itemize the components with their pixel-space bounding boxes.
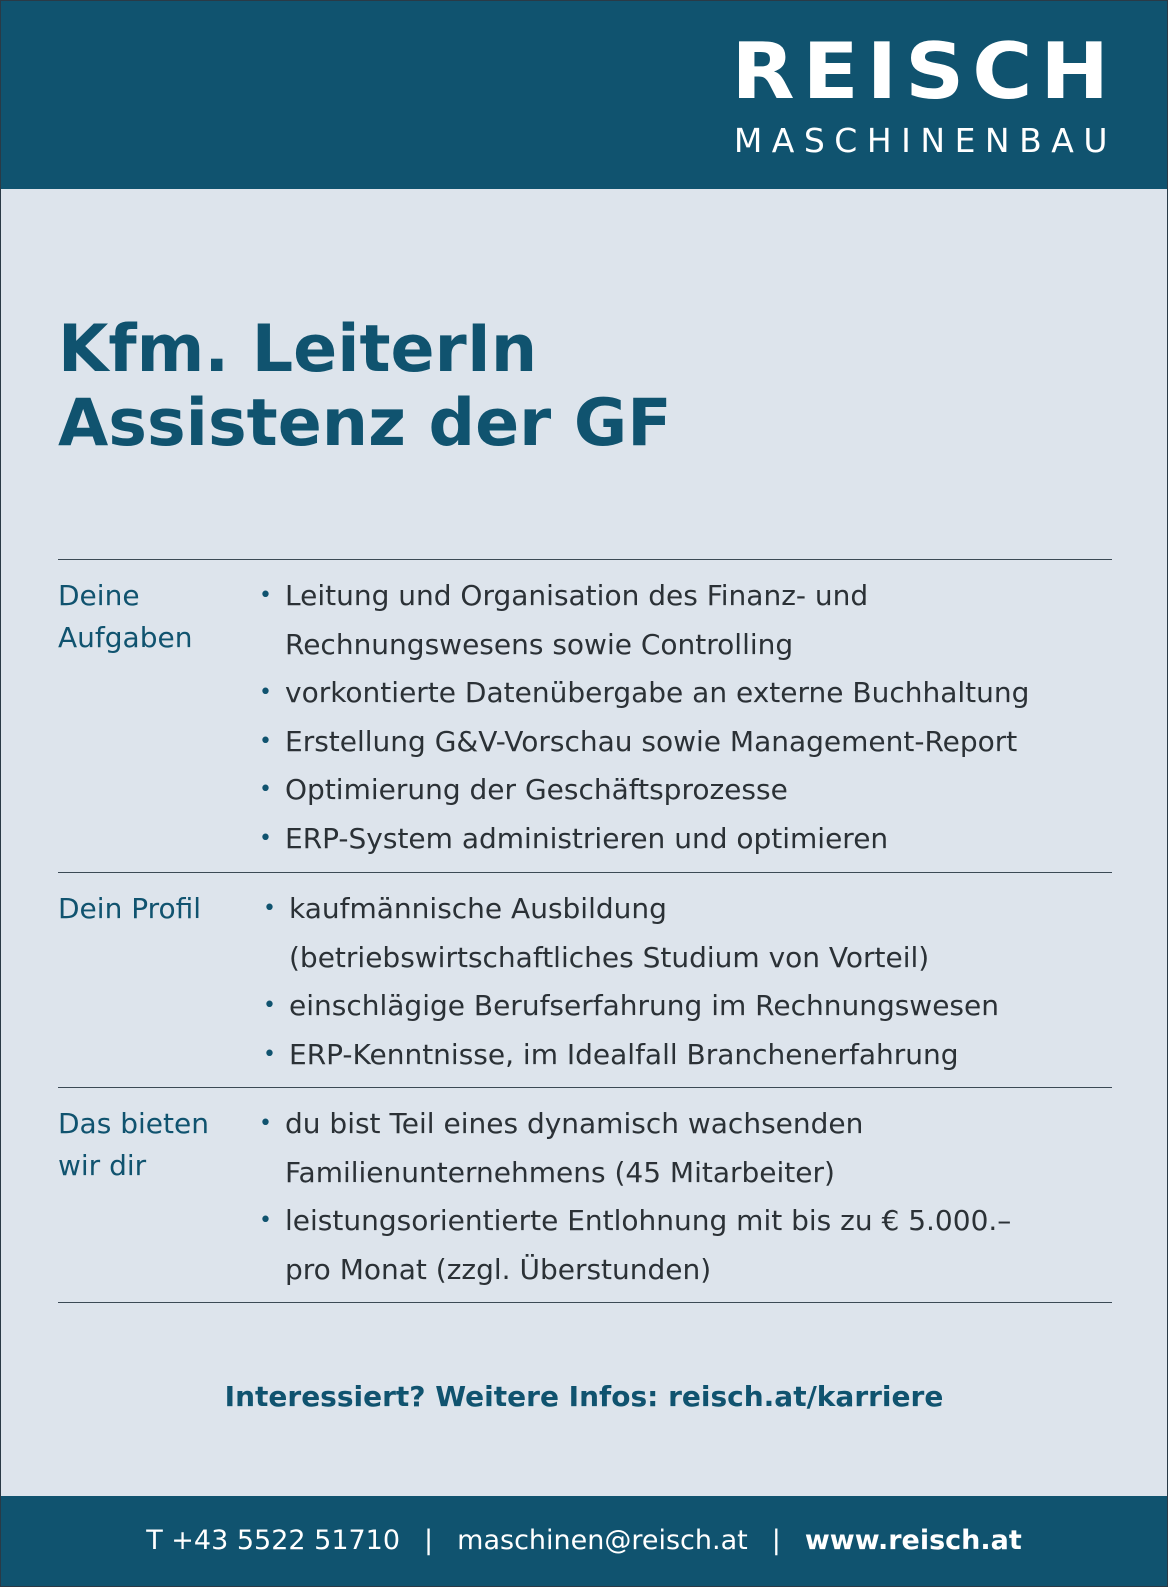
list-item-text: • Optimierung der Geschäftsprozesse [285,773,788,806]
list-item [259,1100,1011,1197]
logo-wordmark: REISCH [731,26,1117,117]
divider-top [58,559,1112,560]
list-item-text: • einschlägige Berufserfahrung im Rechnungswesen [289,989,999,1022]
list-item-text: • leistungsorientierte Entlohnung mit bis zu € 5.000.– [285,1204,1012,1237]
list-item-text: • Erstellung G&V-Vorschau sowie Management-Report [285,724,1018,758]
list-item-text: • ERP-Kenntnisse, im Idealfall Branchenerfahrung [289,1037,959,1071]
list-aufgaben [259,572,1029,863]
section-label-line: Dein Profil [58,892,202,925]
section-label-line: wir dir [58,1149,147,1182]
list-item-text: (betriebswirtschaftliches Studium von Vorteil) [289,940,930,974]
list-item [263,885,999,982]
divider-bottom [58,1302,1112,1303]
divider [58,1087,1112,1088]
list-item [259,766,1029,815]
list-item [259,572,1029,669]
section-label-line: Das bieten [58,1107,209,1140]
list-item [259,718,1029,767]
section-label-line: Aufgaben [58,621,193,654]
job-title-line-1: Kfm. LeiterIn [58,312,538,387]
section-label-bieten [58,1103,209,1187]
list-item-text: Rechnungswesens sowie Controlling [285,627,794,661]
section-label-profil [58,888,201,930]
header-banner [1,1,1167,189]
footer-phone[interactable]: T +43 5522 51710 [146,1525,401,1556]
list-item [263,1031,999,1080]
list-item-text: • vorkontierte Datenübergabe an externe Buchhaltung [285,676,1030,709]
list-item [259,669,1029,718]
footer-separator: | [771,1525,781,1556]
job-title-line-2: Assistenz der GF [58,386,672,461]
list-item-text: Familienunternehmens (45 Mitarbeiter) [285,1155,835,1189]
list-item-text: • Leitung und Organisation des Finanz- und [285,579,869,612]
footer-email[interactable]: maschinen@reisch.at [457,1525,748,1556]
footer-website[interactable]: www.reisch.at [804,1525,1022,1556]
list-item [259,815,1029,864]
list-item [259,1197,1011,1294]
job-title [58,313,672,461]
list-item-text: • kaufmännische Ausbildung [289,892,667,925]
list-item-text: • du bist Teil eines dynamisch wachsenden [285,1107,864,1140]
divider [58,872,1112,873]
section-label-aufgaben [58,575,192,659]
footer-bar [1,1496,1167,1586]
list-bieten [259,1100,1011,1294]
footer-separator: | [424,1525,434,1556]
company-logo [703,26,1117,160]
list-profil [263,885,999,1079]
list-item-text: pro Monat (zzgl. Überstunden) [285,1252,712,1286]
career-link[interactable]: Interessiert? Weitere Infos: reisch.at/karriere [224,1380,944,1413]
section-label-line: Deine [58,579,140,612]
list-item-text: • ERP-System administrieren und optimieren [285,821,889,855]
logo-subtitle: MASCHINENBAU [733,121,1117,160]
list-item [263,982,999,1031]
